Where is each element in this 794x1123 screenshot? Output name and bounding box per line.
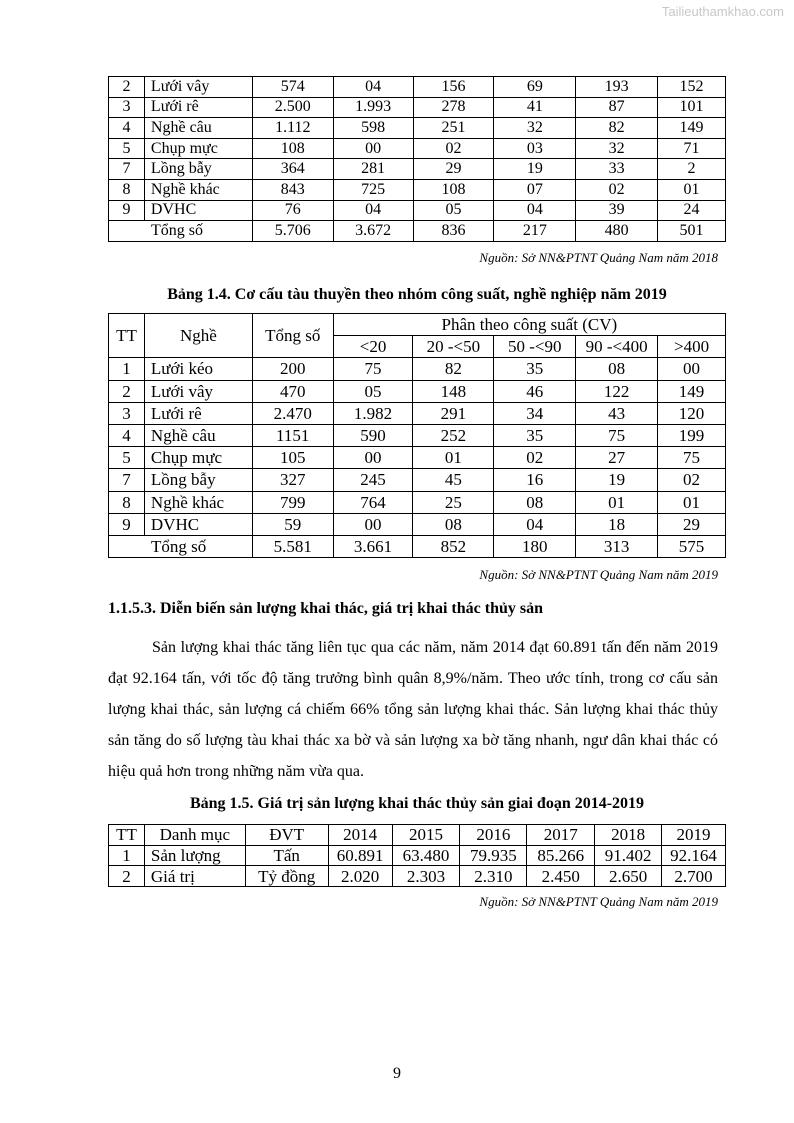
table-cell: 245 <box>333 469 413 491</box>
table-cell: 24 <box>658 200 726 221</box>
table-row <box>109 77 726 98</box>
table-row <box>109 491 726 513</box>
table-cell: 156 <box>413 77 494 98</box>
total-cell: 5.581 <box>252 535 333 557</box>
table-cell: 799 <box>252 491 333 513</box>
row-label: Nghề khác <box>144 179 252 200</box>
row-label: Chụp mực <box>144 138 252 159</box>
table-cell: 291 <box>413 402 494 424</box>
table-cell: 18 <box>576 513 658 535</box>
header-cell: 2016 <box>460 825 527 846</box>
table-cell: 2.700 <box>662 866 726 887</box>
table-cell: 08 <box>413 513 494 535</box>
row-label: Lưới kéo <box>144 358 252 380</box>
table-row <box>109 513 726 535</box>
table-1-3-continued <box>108 76 726 242</box>
row-label: DVHC <box>144 513 252 535</box>
table-cell: 01 <box>658 179 726 200</box>
table-cell: 92.164 <box>662 845 726 866</box>
table-cell: 19 <box>576 469 658 491</box>
table-cell: 43 <box>576 402 658 424</box>
table-cell: 04 <box>494 200 576 221</box>
row-label: Nghề câu <box>144 424 252 446</box>
table-cell: 4 <box>109 118 145 139</box>
header-cell: 2015 <box>392 825 460 846</box>
table-cell: 2 <box>109 866 145 887</box>
header-band: >400 <box>658 336 726 358</box>
total-cell: 575 <box>658 535 726 557</box>
table-cell: 16 <box>494 469 576 491</box>
section-heading: 1.1.5.3. Diễn biến sản lượng khai thác, giá trị khai thác thủy sản <box>108 600 543 617</box>
table-1-4-source: Nguồn: Sở NN&PTNT Quảng Nam năm 2019 <box>479 567 718 582</box>
table-cell: 32 <box>494 118 576 139</box>
table-cell: 01 <box>413 447 494 469</box>
total-cell: 5.706 <box>252 221 333 242</box>
table-cell: 01 <box>658 491 726 513</box>
table-row <box>109 380 726 402</box>
table-cell: 120 <box>658 402 726 424</box>
table-cell: 63.480 <box>392 845 460 866</box>
table-cell: 27 <box>576 447 658 469</box>
section-paragraph: Sản lượng khai thác tăng liên tục qua các năm, năm 2014 đạt 60.891 tấn đến năm 2019 đạt 92.164 tấn, với tốc độ tăng trưởng bình quân 8,9%/năm. Theo ước tính, trong cơ cấu sản lượng khai thác, sản lượng cá chiếm 66% tổng sản lượng khai thác. Sản lượng khai thác thủy sản tăng do số lượng tàu khai thác xa bờ và sản lượng xa bờ tăng nhanh, ngư dân khai thác có hiệu quả hơn trong những năm vừa qua. <box>108 639 718 780</box>
table-row <box>109 200 726 221</box>
table-cell: Tỷ đồng <box>245 866 328 887</box>
table-cell: 04 <box>333 200 413 221</box>
table-cell: 122 <box>576 380 658 402</box>
table-cell: 5 <box>109 138 145 159</box>
table-cell: 08 <box>576 358 658 380</box>
row-label: Sản lượng <box>144 845 245 866</box>
table-cell: 08 <box>494 491 576 513</box>
row-label: DVHC <box>144 200 252 221</box>
table-cell: 1.112 <box>252 118 333 139</box>
total-cell: 836 <box>413 221 494 242</box>
header-cell: 2014 <box>328 825 392 846</box>
table-cell: 598 <box>333 118 413 139</box>
header-cell: 2019 <box>662 825 726 846</box>
table-header-row <box>109 314 726 336</box>
total-cell: 501 <box>658 221 726 242</box>
table-cell: 108 <box>252 138 333 159</box>
table-cell: 9 <box>109 200 145 221</box>
table-cell: 2.650 <box>595 866 662 887</box>
table-cell: 2.470 <box>252 402 333 424</box>
table-cell: 2.310 <box>460 866 527 887</box>
table-cell: 2 <box>658 159 726 180</box>
table-header-row <box>109 825 726 846</box>
table-1-4 <box>108 313 726 558</box>
table-cell: 41 <box>494 97 576 118</box>
table-row <box>109 159 726 180</box>
header-band: 50 -<90 <box>494 336 576 358</box>
table-cell: 75 <box>658 447 726 469</box>
table-cell: 1151 <box>252 424 333 446</box>
table-row <box>109 402 726 424</box>
table-cell: 108 <box>413 179 494 200</box>
table-1-5-caption: Bảng 1.5. Giá trị sản lượng khai thác thủy sản giai đoạn 2014-2019 <box>189 795 645 812</box>
table-cell: 59 <box>252 513 333 535</box>
table-cell: 149 <box>658 118 726 139</box>
row-label: Lồng bẫy <box>144 159 252 180</box>
header-band: <20 <box>333 336 413 358</box>
table-cell: 4 <box>109 424 145 446</box>
table-cell: 07 <box>494 179 576 200</box>
table-cell: 00 <box>333 513 413 535</box>
table-cell: 69 <box>494 77 576 98</box>
table-cell: 148 <box>413 380 494 402</box>
table-cell: 252 <box>413 424 494 446</box>
table-cell: 02 <box>658 469 726 491</box>
header-cell: 2018 <box>595 825 662 846</box>
table-body <box>109 77 726 242</box>
table-1-4-caption: Bảng 1.4. Cơ cấu tàu thuyền theo nhóm công suất, nghề nghiệp năm 2019 <box>167 286 667 303</box>
total-cell: 3.672 <box>333 221 413 242</box>
table-cell: 02 <box>576 179 658 200</box>
table-cell: 75 <box>333 358 413 380</box>
table-cell: 152 <box>658 77 726 98</box>
table-1-5-source: Nguồn: Sở NN&PTNT Quảng Nam năm 2019 <box>479 894 718 909</box>
table-cell: 85.266 <box>527 845 595 866</box>
table-cell: 2.303 <box>392 866 460 887</box>
row-label: Lưới vây <box>144 380 252 402</box>
table-cell: 7 <box>109 469 145 491</box>
table-cell: 39 <box>576 200 658 221</box>
table-cell: 5 <box>109 447 145 469</box>
total-cell: 480 <box>576 221 658 242</box>
table-cell: 8 <box>109 179 145 200</box>
table-cell: 82 <box>413 358 494 380</box>
table-cell: 9 <box>109 513 145 535</box>
table-total-row <box>109 535 726 557</box>
table-row <box>109 424 726 446</box>
table-row <box>109 97 726 118</box>
total-cell: 180 <box>494 535 576 557</box>
table-cell: 251 <box>413 118 494 139</box>
header-tt: TT <box>109 314 145 358</box>
header-cell: Danh mục <box>144 825 245 846</box>
table-cell: 199 <box>658 424 726 446</box>
table-cell: 2.450 <box>527 866 595 887</box>
header-cell: 2017 <box>527 825 595 846</box>
table-cell: Tấn <box>245 845 328 866</box>
table-body <box>109 825 726 887</box>
table-cell: 87 <box>576 97 658 118</box>
header-band: 90 -<400 <box>576 336 658 358</box>
table-cell: 843 <box>252 179 333 200</box>
table-cell: 3 <box>109 402 145 424</box>
table-cell: 2.500 <box>252 97 333 118</box>
table-cell: 03 <box>494 138 576 159</box>
table-cell: 2 <box>109 380 145 402</box>
table-cell: 35 <box>494 424 576 446</box>
row-label: Giá trị <box>144 866 245 887</box>
table-cell: 76 <box>252 200 333 221</box>
table-cell: 193 <box>576 77 658 98</box>
table-cell: 8 <box>109 491 145 513</box>
row-label: Nghề câu <box>144 118 252 139</box>
table-cell: 29 <box>658 513 726 535</box>
header-group: Phân theo công suất (CV) <box>333 314 725 336</box>
table-row <box>109 138 726 159</box>
table-cell: 35 <box>494 358 576 380</box>
table-cell: 2 <box>109 77 145 98</box>
table-cell: 764 <box>333 491 413 513</box>
table-cell: 82 <box>576 118 658 139</box>
table-cell: 725 <box>333 179 413 200</box>
table-cell: 46 <box>494 380 576 402</box>
table-cell: 278 <box>413 97 494 118</box>
page-number: 9 <box>393 1065 401 1082</box>
header-cell: ĐVT <box>245 825 328 846</box>
total-cell: 313 <box>576 535 658 557</box>
table-total-row <box>109 221 726 242</box>
table-cell: 32 <box>576 138 658 159</box>
row-label: Nghề khác <box>144 491 252 513</box>
table-cell: 00 <box>333 447 413 469</box>
table-cell: 470 <box>252 380 333 402</box>
table-cell: 200 <box>252 358 333 380</box>
row-label: Lưới vây <box>144 77 252 98</box>
table-row <box>109 447 726 469</box>
table-cell: 19 <box>494 159 576 180</box>
table-cell: 105 <box>252 447 333 469</box>
header-tong-so: Tổng số <box>252 314 333 358</box>
table-cell: 1 <box>109 358 145 380</box>
table-row <box>109 469 726 491</box>
table-row <box>109 118 726 139</box>
table-cell: 574 <box>252 77 333 98</box>
table-cell: 05 <box>333 380 413 402</box>
table-cell: 02 <box>494 447 576 469</box>
table-cell: 02 <box>413 138 494 159</box>
header-band: 20 -<50 <box>413 336 494 358</box>
row-label: Lồng bẫy <box>144 469 252 491</box>
table-cell: 149 <box>658 380 726 402</box>
table-cell: 00 <box>333 138 413 159</box>
table-row <box>109 358 726 380</box>
table-cell: 33 <box>576 159 658 180</box>
table-cell: 7 <box>109 159 145 180</box>
total-label: Tổng số <box>109 221 253 242</box>
table-cell: 1 <box>109 845 145 866</box>
table-cell: 3 <box>109 97 145 118</box>
table-cell: 364 <box>252 159 333 180</box>
header-cell: TT <box>109 825 145 846</box>
table-cell: 281 <box>333 159 413 180</box>
table-cell: 60.891 <box>328 845 392 866</box>
table-cell: 04 <box>494 513 576 535</box>
table-cell: 05 <box>413 200 494 221</box>
total-cell: 217 <box>494 221 576 242</box>
table-row <box>109 845 726 866</box>
table-row <box>109 866 726 887</box>
row-label: Chụp mực <box>144 447 252 469</box>
table-cell: 79.935 <box>460 845 527 866</box>
table-cell: 25 <box>413 491 494 513</box>
table-cell: 590 <box>333 424 413 446</box>
table-cell: 45 <box>413 469 494 491</box>
header-nghe: Nghề <box>144 314 252 358</box>
total-cell: 3.661 <box>333 535 413 557</box>
table-cell: 1.993 <box>333 97 413 118</box>
table-1-3-source: Nguồn: Sở NN&PTNT Quảng Nam năm 2018 <box>479 250 718 265</box>
table-cell: 91.402 <box>595 845 662 866</box>
table-row <box>109 179 726 200</box>
total-cell: 852 <box>413 535 494 557</box>
table-cell: 101 <box>658 97 726 118</box>
total-label: Tổng số <box>109 535 253 557</box>
table-cell: 75 <box>576 424 658 446</box>
table-cell: 2.020 <box>328 866 392 887</box>
table-body <box>109 358 726 558</box>
table-cell: 04 <box>333 77 413 98</box>
table-1-5 <box>108 824 726 887</box>
watermark: Tailieuthamkhao.com <box>661 4 784 19</box>
row-label: Lưới rê <box>144 402 252 424</box>
row-label: Lưới rê <box>144 97 252 118</box>
table-cell: 327 <box>252 469 333 491</box>
table-cell: 34 <box>494 402 576 424</box>
table-cell: 29 <box>413 159 494 180</box>
table-cell: 71 <box>658 138 726 159</box>
table-cell: 00 <box>658 358 726 380</box>
table-cell: 01 <box>576 491 658 513</box>
table-cell: 1.982 <box>333 402 413 424</box>
